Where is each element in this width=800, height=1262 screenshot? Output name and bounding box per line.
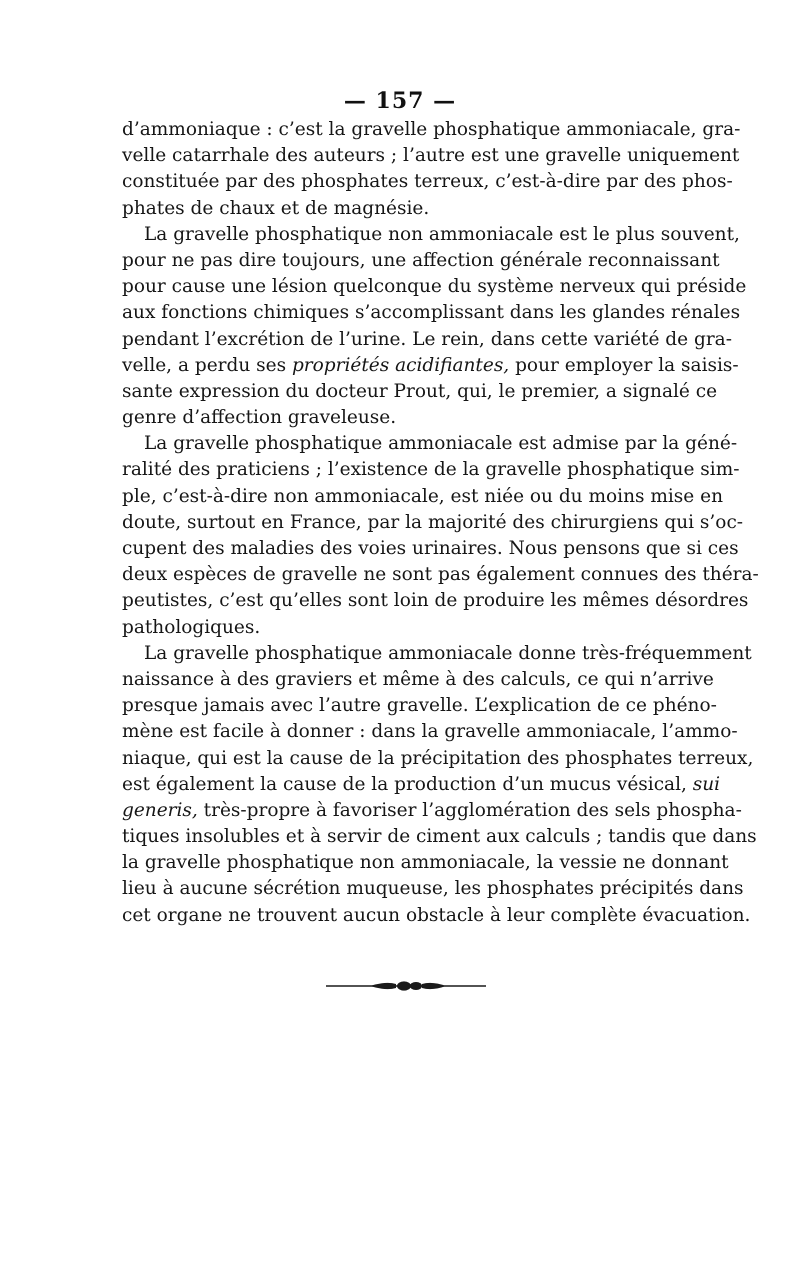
- text-segment: est également la cause de la production d’un mucus vésical,: [122, 773, 693, 795]
- text-line: [122, 169, 733, 195]
- text-line: [122, 536, 739, 562]
- text-line: [122, 457, 740, 483]
- paragraph: [122, 222, 747, 432]
- text-line: [122, 562, 759, 588]
- text-segment: peutistes, c’est qu’elles sont loin de produire les mêmes désordres: [122, 590, 749, 612]
- page-number: — 157 —: [343, 88, 457, 114]
- text-segment: pour ne pas dire toujours, une affection générale reconnaissant: [122, 249, 720, 271]
- text-line: [122, 117, 741, 143]
- text-line: [122, 248, 720, 274]
- paragraph: [122, 431, 759, 641]
- text-segment: velle, a perdu ses: [122, 354, 292, 376]
- text-line: [122, 746, 754, 772]
- italic-text: generis,: [122, 799, 198, 821]
- text-segment: La gravelle phosphatique ammoniacale est admise par la géné-: [144, 433, 738, 455]
- text-line: [122, 693, 717, 719]
- text-line: [122, 667, 714, 693]
- text-segment: ple, c’est-à-dire non ammoniacale, est niée ou du moins mise en: [122, 485, 723, 507]
- text-line: [122, 300, 741, 326]
- text-line: [122, 327, 732, 353]
- text-line: [122, 719, 738, 745]
- text-segment: presque jamais avec l’autre gravelle. L’explication de ce phéno-: [122, 695, 717, 717]
- text-line: [122, 196, 676, 222]
- text-segment: mène est facile à donner : dans la gravelle ammoniacale, l’ammo-: [122, 721, 738, 743]
- text-segment: très-propre à favoriser l’agglomération des sels phospha-: [197, 799, 742, 821]
- text-segment: constituée par des phosphates terreux, c’est-à-dire par des phos-: [122, 171, 733, 193]
- paragraph: [122, 641, 757, 929]
- text-segment: sante expression du docteur Prout, qui, le premier, a signalé ce: [122, 380, 718, 402]
- text-segment: cet organe ne trouvent aucun obstacle à leur complète évacuation.: [122, 904, 751, 926]
- ornament-divider: [326, 978, 486, 994]
- text-line: [122, 222, 740, 248]
- text-segment: tiques insolubles et à servir de ciment aux calculs ; tandis que dans: [122, 826, 757, 848]
- text-line: [122, 615, 676, 641]
- italic-text: propriétés acidifiantes,: [291, 354, 510, 376]
- text-segment: genre d’affection graveleuse.: [122, 407, 397, 429]
- text-line: [122, 353, 739, 379]
- text-segment: lieu à aucune sécrétion muqueuse, les phosphates précipités dans: [122, 878, 744, 900]
- paragraph: [122, 117, 741, 222]
- text-segment: deux espèces de gravelle ne sont pas également connues des théra-: [122, 564, 759, 586]
- text-segment: pour employer la saisis-: [509, 354, 739, 376]
- text-segment: d’ammoniaque : c’est la gravelle phosphatique ammoniacale, gra-: [122, 119, 741, 140]
- text-line: [122, 903, 751, 929]
- text-line: [122, 431, 738, 457]
- text-segment: pendant l’excrétion de l’urine. Le rein, dans cette variété de gra-: [122, 328, 732, 350]
- text-segment: pathologiques.: [122, 616, 261, 638]
- text-segment: cupent des maladies des voies urinaires. Nous pensons que si ces: [122, 538, 739, 559]
- text-line: [122, 379, 718, 405]
- text-segment: ralité des praticiens ; l’existence de la gravelle phosphatique sim-: [122, 459, 740, 481]
- text-line: [122, 824, 757, 850]
- text-line: [122, 274, 747, 300]
- text-line: [122, 641, 752, 667]
- text-line: [122, 405, 676, 431]
- text-segment: La gravelle phosphatique ammoniacale donne très-fréquemment: [144, 642, 752, 664]
- text-segment: aux fonctions chimiques s’accomplissant dans les glandes rénales: [122, 302, 741, 324]
- text-segment: la gravelle phosphatique non ammoniacale, la vessie ne donnant: [122, 852, 729, 874]
- text-line: [122, 772, 721, 798]
- text-line: [122, 798, 742, 824]
- body-text: [122, 117, 759, 929]
- text-segment: naissance à des graviers et même à des calculs, ce qui n’arrive: [122, 668, 714, 690]
- text-segment: pour cause une lésion quelconque du système nerveux qui préside: [122, 276, 747, 298]
- text-segment: velle catarrhale des auteurs ; l’autre est une gravelle uniquement: [122, 145, 740, 167]
- text-segment: niaque, qui est la cause de la précipitation des phosphates terreux,: [122, 747, 754, 769]
- text-segment: phates de chaux et de magnésie.: [122, 197, 430, 219]
- text-line: [122, 143, 740, 169]
- text-segment: doute, surtout en France, par la majorité des chirurgiens qui s’oc-: [122, 511, 744, 533]
- text-line: [122, 850, 729, 876]
- text-line: [122, 588, 749, 614]
- text-line: [122, 510, 744, 536]
- text-line: [122, 876, 744, 902]
- text-line: [122, 484, 723, 510]
- italic-text: sui: [692, 773, 721, 795]
- text-segment: La gravelle phosphatique non ammoniacale est le plus souvent,: [144, 223, 740, 245]
